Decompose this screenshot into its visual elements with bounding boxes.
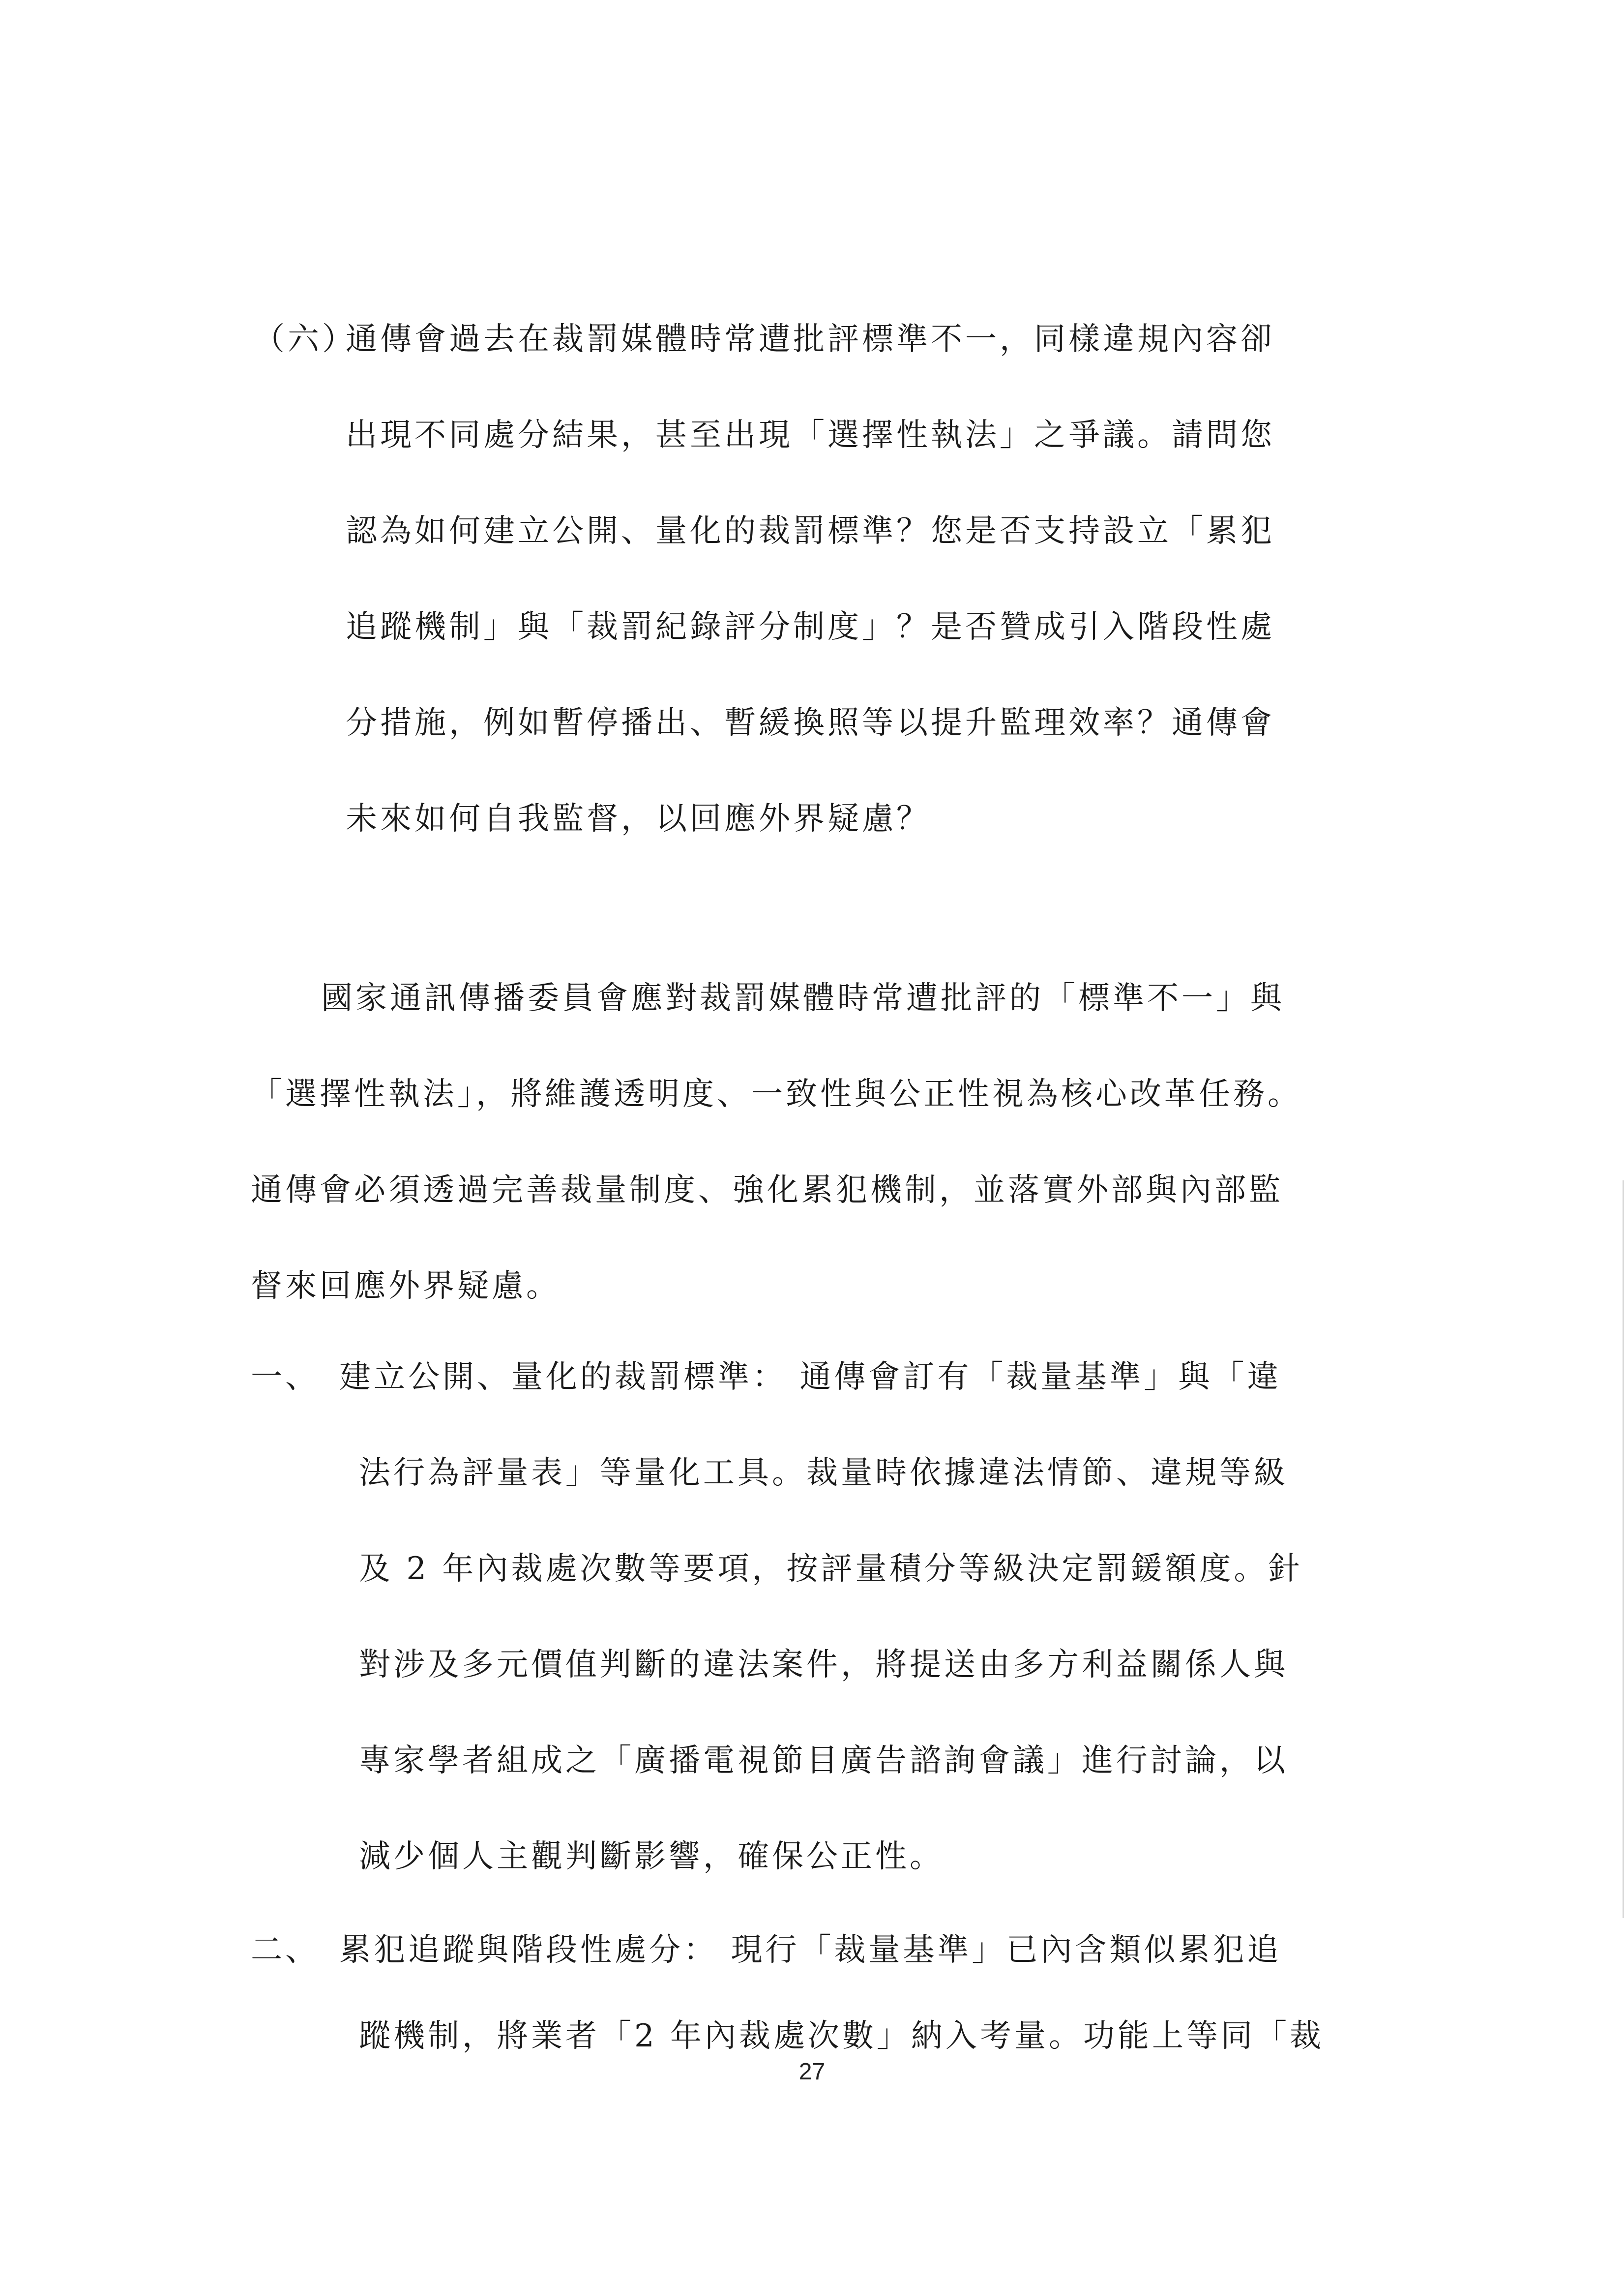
item-2-line-2: 蹤機制，將業者「2 年內裁處次數」納入考量。功能上等同「裁	[359, 2018, 1325, 2054]
page-number: 27	[798, 2059, 826, 2085]
question-line-5: 分措施，例如暫停播出、暫緩換照等以提升監理效率？通傳會	[346, 705, 1275, 741]
item-1-line-6: 減少個人主觀判斷影響，確保公正性。	[359, 1838, 944, 1875]
answer-intro-line-4: 督來回應外界疑慮。	[251, 1268, 561, 1304]
question-line-3: 認為如何建立公開、量化的裁罰標準？您是否支持設立「累犯	[346, 513, 1275, 549]
answer-intro-line-3: 通傳會必須透過完善裁量制度、強化累犯機制，並落實外部與內部監	[251, 1172, 1283, 1208]
item-1-heading-line: 建立公開、量化的裁罰標準： 通傳會訂有「裁量基準」與「違	[339, 1359, 1282, 1395]
question-line-4: 追蹤機制」與「裁罰紀錄評分制度」？是否贊成引入階段性處	[346, 609, 1275, 645]
item-1-line-5: 專家學者組成之「廣播電視節目廣告諮詢會議」進行討論，以	[359, 1743, 1288, 1779]
item-1-line-3: 及 2 年內裁處次數等要項，按評量積分等級決定罰鍰額度。針	[359, 1551, 1303, 1587]
question-line-1: 通傳會過去在裁罰媒體時常遭批評標準不一，同樣違規內容卻	[346, 321, 1275, 358]
question-line-2: 出現不同處分結果，甚至出現「選擇性執法」之爭議。請問您	[346, 417, 1275, 453]
item-2-number: 二、	[251, 1932, 320, 1968]
question-line-6: 未來如何自我監督，以回應外界疑慮？	[346, 801, 931, 837]
item-1-line-4: 對涉及多元價值判斷的違法案件，將提送由多方利益關係人與	[359, 1647, 1288, 1683]
question-marker: （六）	[253, 321, 356, 358]
answer-intro-line-1: 國家通訊傳播委員會應對裁罰媒體時常遭批評的「標準不一」與	[321, 980, 1285, 1017]
item-2-heading-line: 累犯追蹤與階段性處分： 現行「裁量基準」已內含類似累犯追	[339, 1932, 1282, 1968]
answer-intro-line-2: 「選擇性執法」，將維護透明度、一致性與公正性視為核心改革任務。	[251, 1076, 1302, 1112]
item-1-line-2: 法行為評量表」等量化工具。裁量時依據違法情節、違規等級	[359, 1455, 1288, 1491]
item-1-number: 一、	[251, 1359, 320, 1395]
